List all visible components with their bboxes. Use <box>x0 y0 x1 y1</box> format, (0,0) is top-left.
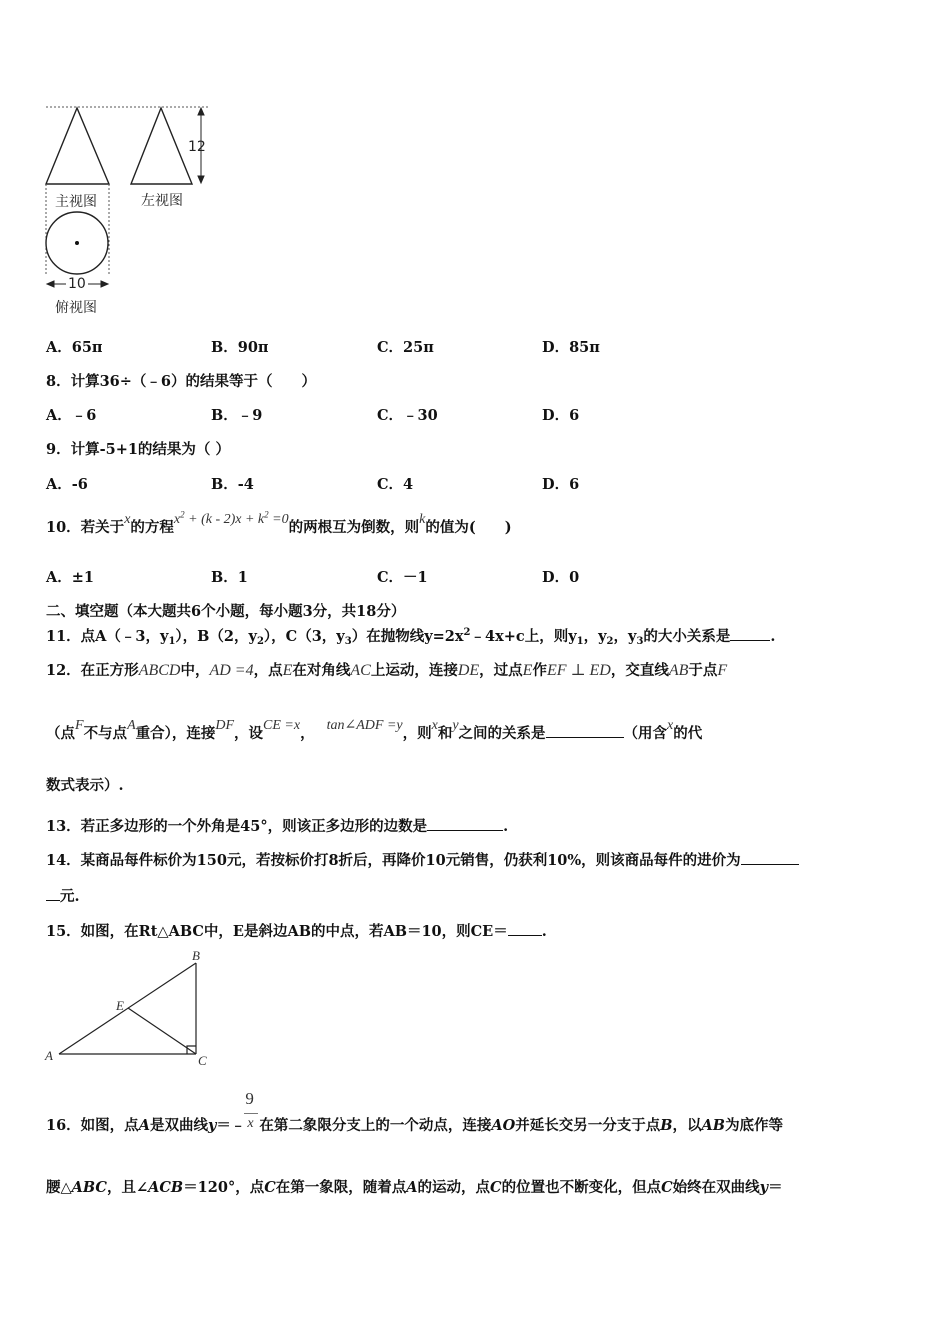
q15-stem <box>46 920 547 941</box>
q14-end: 元. <box>60 888 80 905</box>
q12-text-4: 在对角线 <box>292 662 351 679</box>
q12-text-l2j: 的代 <box>673 725 703 742</box>
q10-eq-d: 2 <box>264 509 269 520</box>
q16-c-2: C <box>490 1179 502 1196</box>
median-ce <box>128 1008 196 1054</box>
q12-text-7: 作 <box>532 662 547 679</box>
q11-text-6: ，y <box>583 628 607 645</box>
q12-text-l2f: ，则 <box>402 725 432 742</box>
q16-text-l2g: 始终在双曲线 <box>672 1179 760 1196</box>
q16-acb: ACB <box>148 1179 184 1196</box>
q16-text-l2b: ，且∠ <box>106 1179 149 1196</box>
front-view-label: 主视图 <box>55 194 97 210</box>
q7-option-b: B．90π <box>211 339 269 356</box>
q12-square-abcd: ABCD <box>138 662 181 679</box>
q16-text-l2d: 在第一象限，随着点 <box>275 1179 407 1196</box>
q7-option-d: D．85π <box>542 339 600 356</box>
q12-ab: AB <box>668 662 689 679</box>
q12-text-l2e: ， <box>300 725 315 742</box>
point-a-label: A <box>45 1048 53 1063</box>
q12-f-1: F <box>717 662 728 679</box>
q11-sub-2: 2 <box>256 636 264 647</box>
q16-b: B <box>660 1117 673 1134</box>
q9-option-b: B．-4 <box>211 476 254 493</box>
q12-e-2: E <box>522 662 533 679</box>
q12-perp: EF ⊥ ED <box>546 662 611 679</box>
q11-end: . <box>770 628 776 645</box>
q15-end: . <box>541 923 547 940</box>
q12-df: DF <box>215 718 235 733</box>
q16-text-6: ，以 <box>672 1117 702 1134</box>
q12-ad: AD =4 <box>209 662 254 679</box>
q16-line-2 <box>46 1176 783 1197</box>
q14-text: 14．某商品每件标价为150元，若按标价打8折后，再降价10元销售，仍获利10%，则该商品每件的进价为 <box>46 852 741 869</box>
q10-text-2: 的方程 <box>130 519 174 536</box>
q12-text-3: ，点 <box>253 662 283 679</box>
point-e-label: E <box>116 998 124 1013</box>
q16-text-5: 并延长交另一分支于点 <box>515 1117 661 1134</box>
q13-end: . <box>503 818 509 835</box>
q16-a: A <box>138 1117 150 1134</box>
q16-text-2: 是双曲线 <box>149 1117 208 1134</box>
q8-stem: 8．计算36÷（﹣6）的结果等于（ ） <box>46 373 317 390</box>
q16-c-1: C <box>264 1179 276 1196</box>
q13-stem <box>46 815 508 836</box>
q14-answer-blank-cont[interactable] <box>46 900 60 901</box>
q12-line-3: 数式表示）. <box>46 777 124 794</box>
q12-text-9: 于点 <box>688 662 718 679</box>
q10-text-1: 10．若关于 <box>46 519 125 536</box>
q16-numerator: 9 <box>245 1089 254 1108</box>
q10-eq-a: x <box>173 512 181 527</box>
q10-stem <box>46 509 512 537</box>
q7-option-a: A．65π <box>46 339 103 356</box>
q16-a-2: A <box>406 1179 418 1196</box>
q11-stem <box>46 625 775 646</box>
q13-text: 13．若正多边形的一个外角是45°，则该正多边形的边数是 <box>46 818 428 835</box>
q12-text-l2g: 和 <box>437 725 453 742</box>
q12-text-2: 中， <box>180 662 210 679</box>
q16-text-3: ＝﹣ <box>216 1117 246 1134</box>
q12-text-l2i: （用含 <box>623 725 668 742</box>
q12-text-1: 12．在正方形 <box>46 662 139 679</box>
q11-text-4: ）在抛物线y=2x <box>351 628 464 645</box>
q10-text-4: 的值为( ) <box>425 519 512 536</box>
q16-line-1 <box>46 1089 784 1135</box>
q11-sub-4: 1 <box>576 636 584 647</box>
height-label: 12 <box>188 139 206 155</box>
q10-var-k: k <box>419 512 426 527</box>
top-view <box>46 212 108 274</box>
q11-sub-6: 3 <box>636 636 644 647</box>
q12-text-l2a: （点 <box>46 725 75 742</box>
q12-line-2 <box>46 718 703 743</box>
q16-c-3: C <box>661 1179 673 1196</box>
q10-eq-e: =0 <box>268 512 289 527</box>
q12-line-1 <box>46 659 727 680</box>
point-c-label: C <box>198 1053 207 1068</box>
q8-option-a: A．﹣6 <box>46 407 97 424</box>
q16-text-1: 16．如图，点 <box>46 1117 139 1134</box>
q12-x-1: x <box>431 718 438 733</box>
q10-option-d: D．0 <box>542 569 580 586</box>
q16-fraction <box>245 1089 259 1133</box>
q15-text: 15．如图，在Rt△ABC中，E是斜边AB的中点，若AB＝10，则CE＝ <box>46 923 508 940</box>
q12-f-2: F <box>75 718 84 733</box>
q11-text-8: 的大小关系是 <box>643 628 731 645</box>
q11-sub-5: 2 <box>606 636 614 647</box>
q16-denominator: x <box>247 1116 254 1131</box>
q11-answer-blank[interactable] <box>730 640 770 641</box>
q12-tan: tan∠ADF =y <box>326 718 403 733</box>
q7-option-c: C．25π <box>377 339 434 356</box>
front-view <box>46 108 109 184</box>
q9-stem: 9．计算-5+1的结果为（ ） <box>46 441 230 458</box>
q9-option-d: D．6 <box>542 476 580 493</box>
q11-text-3: ），C（3，y <box>263 628 345 645</box>
q12-text-l2d: ，设 <box>234 725 264 742</box>
section-heading: 二、填空题（本大题共6个小题，每小题3分，共18分） <box>46 603 406 620</box>
q16-text-l2h: ＝ <box>768 1179 783 1196</box>
q12-text-l2c: 重合），连接 <box>135 725 216 742</box>
q16-y: y <box>207 1117 217 1134</box>
q11-text-2: ），B（2，y <box>175 628 257 645</box>
q13-answer-blank[interactable] <box>427 830 503 831</box>
q12-text-6: ，过点 <box>479 662 523 679</box>
q12-de: DE <box>457 662 480 679</box>
q11-text-1: 11．点A（﹣3，y <box>46 628 169 645</box>
q14-answer-blank[interactable] <box>741 864 799 865</box>
q10-option-b: B．1 <box>211 569 248 586</box>
q10-text-3: 的两根互为倒数，则 <box>288 519 420 536</box>
left-view-label: 左视图 <box>141 193 183 209</box>
point-b-label: B <box>192 948 200 963</box>
q16-text-7: 为底作等 <box>725 1117 784 1134</box>
q11-square: 2 <box>463 627 471 639</box>
q8-option-c: C．﹣30 <box>377 407 438 424</box>
q14-line-2 <box>46 885 80 906</box>
q16-fraction-bar <box>244 1113 258 1114</box>
q16-text-l2e: 的运动，点 <box>417 1179 491 1196</box>
q8-option-d: D．6 <box>542 407 580 424</box>
q12-text-l2b: 不与点 <box>83 725 128 742</box>
q10-var-x: x <box>124 512 131 527</box>
q12-text-l2h: 之间的关系是 <box>458 725 546 742</box>
q8-option-b: B．﹣9 <box>211 407 263 424</box>
q12-answer-blank[interactable] <box>546 737 624 738</box>
q10-equation <box>173 509 289 527</box>
width-label: 10 <box>68 276 86 292</box>
q9-option-a: A．-6 <box>46 476 88 493</box>
q11-text-7: ，y <box>613 628 637 645</box>
q10-eq-b: 2 <box>180 509 185 520</box>
q12-a-1: A <box>127 718 136 733</box>
q16-abc: ABC <box>71 1179 107 1196</box>
q11-sub-1: 1 <box>168 636 176 647</box>
q12-text-5: 上运动，连接 <box>370 662 458 679</box>
q16-text-l2c: ＝120°，点 <box>183 1179 265 1196</box>
top-view-label: 俯视图 <box>55 300 97 316</box>
q16-text-4: 在第二象限分支上的一个动点，连接 <box>259 1117 492 1134</box>
q9-option-c: C．4 <box>377 476 414 493</box>
q10-option-c: C．－1 <box>377 569 428 586</box>
q10-option-a: A．±1 <box>46 569 94 586</box>
left-view <box>131 108 192 184</box>
q11-text-5: ﹣4x+c上，则y <box>470 628 577 645</box>
q12-ac: AC <box>350 662 371 679</box>
q14-stem <box>46 849 799 870</box>
q12-text-8: ，交直线 <box>610 662 669 679</box>
q12-e-1: E <box>282 662 293 679</box>
q16-text-l2f: 的位置也不断变化，但点 <box>501 1179 662 1196</box>
q12-x-2: x <box>667 718 674 733</box>
q16-ab: AB <box>701 1117 726 1134</box>
q16-y-2: y <box>759 1179 769 1196</box>
q12-ce-x: CE =x <box>263 718 301 733</box>
q11-sub-3: 3 <box>344 636 352 647</box>
q10-eq-c: + (k - 2)x + k <box>184 512 265 527</box>
q16-ao: AO <box>491 1117 516 1134</box>
q15-answer-blank[interactable] <box>508 935 542 936</box>
q12-y-1: y <box>452 718 459 733</box>
q16-text-l2a: 腰△ <box>46 1179 72 1196</box>
